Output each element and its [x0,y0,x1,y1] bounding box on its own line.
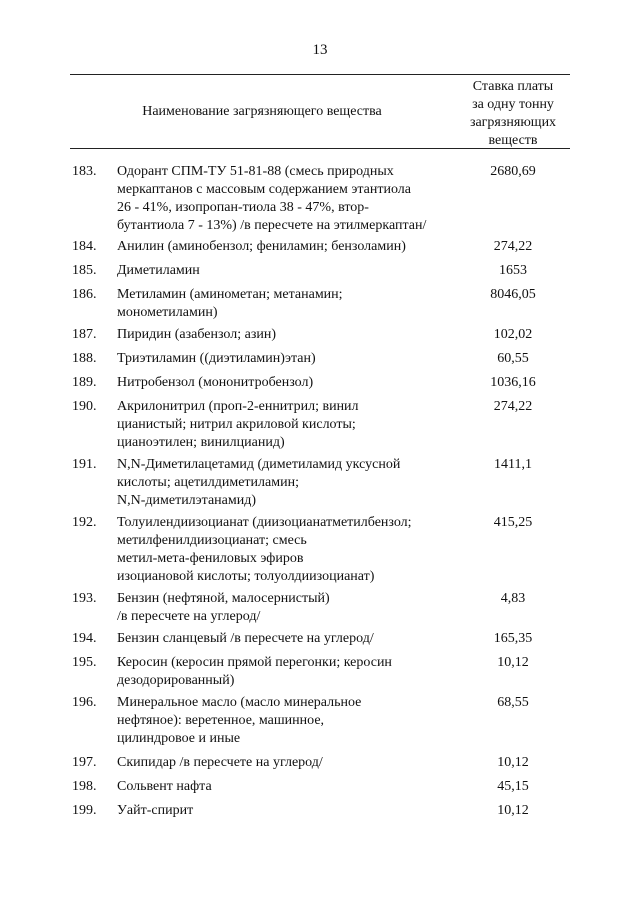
substance-name-line: Анилин (аминобензол; фениламин; бензоламин) [117,239,406,254]
substance-name-line: Бензин (нефтяной, малосернистый) [117,591,330,606]
rate-value: 415,25 [493,515,533,530]
header-bottom-rule [70,148,570,149]
substance-name [117,630,457,648]
column-header-name: Наименование загрязняющего вещества [142,104,382,119]
substance-name [117,238,457,256]
row-number: 190. [72,399,97,414]
substance-name [117,456,457,510]
row-number: 188. [72,351,97,366]
substance-name-line: дезодорированный) [117,673,235,688]
row-number: 183. [72,164,97,179]
row-number: 185. [72,263,97,278]
substance-name-line: меркаптанов с массовым содержанием этантиола [117,182,412,197]
row-number: 191. [72,457,97,472]
substance-name-line: Триэтиламин ((диэтиламин)этан) [117,351,316,366]
row-number: 187. [72,327,97,342]
substance-name-line: Пиридин (азабензол; азин) [117,327,276,342]
row-number: 194. [72,631,97,646]
substance-name [117,514,457,586]
substance-name [117,778,457,796]
row-number: 189. [72,375,97,390]
substance-name [117,802,457,820]
substance-name [117,754,457,772]
rate-header-line: загрязняющих [469,115,557,130]
rate-header-line: веществ [488,133,538,148]
row-number: 197. [72,755,97,770]
rate-value: 102,02 [493,327,533,342]
substance-name [117,398,457,452]
substance-name [117,654,457,690]
rate-header-line: Ставка платы [472,79,554,94]
substance-name-line: цианоэтилен; винилцианид) [117,435,285,450]
substance-name-line: цианистый; нитрил акриловой кислоты; [117,417,356,432]
substance-name-line: изоциановой кислоты; толуолдиизоцианат) [117,569,375,584]
substance-name [117,326,457,344]
substance-name-line: кислоты; ацетилдиметиламин; [117,475,299,490]
row-number: 186. [72,287,97,302]
substance-name-line: Нитробензол (мононитробензол) [117,375,314,390]
rate-value: 10,12 [497,655,529,670]
column-header-rate [456,78,570,150]
rate-value: 68,55 [497,695,529,710]
substance-name-line: Керосин (керосин прямой перегонки; керосин [117,655,392,670]
substance-name-line: /в пересчете на углерод/ [117,609,261,624]
substance-name [117,590,457,626]
row-number: 195. [72,655,97,670]
row-number: 198. [72,779,97,794]
rate-value: 1411,1 [494,457,532,472]
substance-name-line: Бензин сланцевый /в пересчете на углерод/ [117,631,374,646]
substance-name-line: Уайт-спирит [117,803,194,818]
rate-header-line: за одну тонну [472,97,554,112]
substance-name [117,262,457,280]
rate-value: 45,15 [497,779,529,794]
substance-name-line: нефтяное): веретенное, машинное, [117,713,325,728]
substance-name [117,350,457,368]
rate-value: 165,35 [493,631,533,646]
substance-name-line: Диметиламин [117,263,200,278]
row-number: 193. [72,591,97,606]
rate-value: 1653 [499,263,527,278]
rate-value: 274,22 [493,399,533,414]
substance-name-line: бутантиола 7 - 13%) /в пересчете на этилмеркаптан/ [117,218,427,233]
rate-value: 274,22 [493,239,533,254]
row-number: 199. [72,803,97,818]
substance-name-line: цилиндровое и иные [117,731,241,746]
substance-name-line: Одорант СПМ-ТУ 51-81-88 (смесь природных [117,164,394,179]
substance-name [117,694,457,748]
rate-value: 8046,05 [490,287,536,302]
substance-name-line: Скипидар /в пересчете на углерод/ [117,755,323,770]
page-number: 13 [312,42,328,58]
row-number: 184. [72,239,97,254]
rate-value: 1036,16 [490,375,536,390]
substance-name-line: метил-мета-фениловых эфиров [117,551,304,566]
substance-name [117,163,457,235]
substance-name-line: метилфенилдиизоцианат; смесь [117,533,307,548]
substance-name-line: 26 - 41%, изопропан-тиола 38 - 47%, втор- [117,200,369,215]
rate-value: 4,83 [500,591,526,606]
substance-name-line: Толуилендиизоцианат (диизоцианатметилбензол; [117,515,412,530]
row-number: 192. [72,515,97,530]
table-top-rule [70,74,570,75]
rate-value: 10,12 [497,755,529,770]
substance-name-line: Сольвент нафта [117,779,212,794]
substance-name-line: Минеральное масло (масло минеральное [117,695,362,710]
rate-value: 2680,69 [490,164,536,179]
substance-name [117,374,457,392]
rate-value: 10,12 [497,803,529,818]
substance-name [117,286,457,322]
substance-name-line: Метиламин (аминометан; метанамин; [117,287,343,302]
row-number: 196. [72,695,97,710]
rate-value: 60,55 [497,351,529,366]
substance-name-line: монометиламин) [117,305,218,320]
substance-name-line: N,N-диметилэтанамид) [117,493,257,508]
substance-name-line: Акрилонитрил (проп-2-еннитрил; винил [117,399,359,414]
substance-name-line: N,N-Диметилацетамид (диметиламид уксусной [117,457,401,472]
